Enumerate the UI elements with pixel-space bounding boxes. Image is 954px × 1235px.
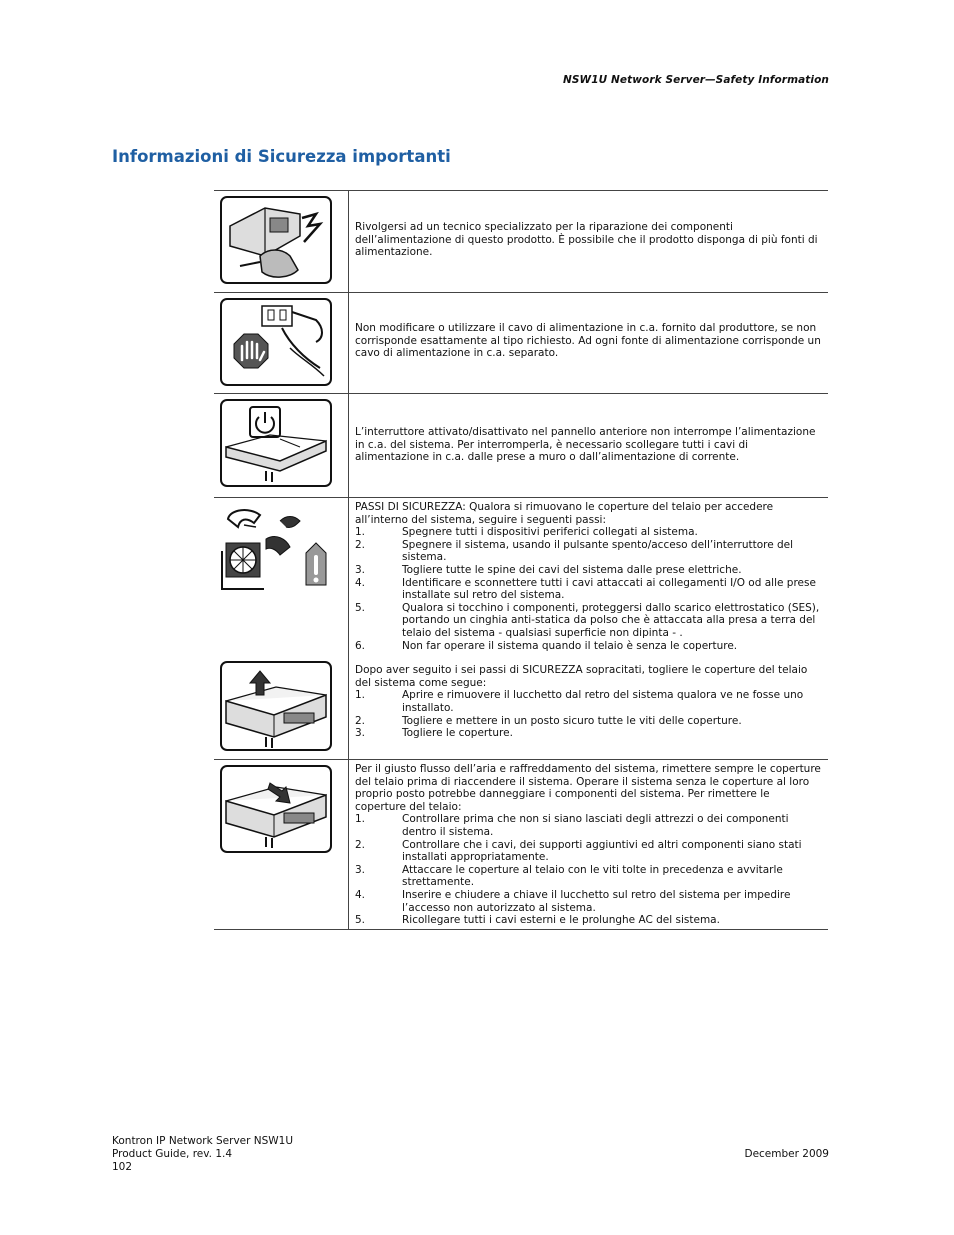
list-item: 2. Spegnere il sistema, usando il pulsante spento/acceso dell’interruttore del sistema. bbox=[355, 538, 794, 564]
steps-list bbox=[355, 526, 822, 652]
row-intro: Per il giusto flusso dell’aria e raffreddamento del sistema, rimettere sempre le coperture del telaio prima di riaccendere il sistema. Operare il sistema senza le coperture al loro proprio posto potrebbe danneggiare i componenti del sistema. Per rimettere le coperture del telaio: bbox=[355, 763, 821, 813]
footer-guide: Product Guide, rev. 1.4 bbox=[112, 1147, 233, 1160]
safety-table bbox=[214, 190, 828, 930]
text-cell bbox=[349, 293, 829, 394]
footer-left bbox=[112, 1135, 293, 1173]
running-header: NSW1U Network Server—Safety Information bbox=[562, 74, 829, 86]
page-number: 102 bbox=[112, 1160, 133, 1173]
safety-row bbox=[214, 760, 828, 930]
electrical-shock-warning-icon bbox=[220, 196, 348, 284]
power-button-chassis-icon bbox=[220, 399, 348, 487]
remove-cover-icon bbox=[220, 661, 348, 751]
text-cell bbox=[349, 498, 829, 760]
list-item: 5. Qualora si tocchino i componenti, proteggersi dallo scarico elettrostatico (SES), portando un cinghia anti-statica da polso che è attaccata alla presa a terra del telaio del sistema - qualsiasi superficie non dipinta - . bbox=[355, 601, 820, 639]
icon-cell bbox=[214, 293, 349, 394]
row-text: Non modificare o utilizzare il cavo di alimentazione in c.a. fornito dal produttore, se non corrisponde esattamente al tipo richiesto. Ad ogni fonte di alimentazione corrisponde un cavo di alimentazione in c.a. separato. bbox=[355, 322, 821, 360]
row-text: L’interruttore attivato/disattivato nel pannello anteriore non interrompe l’alimentazione in c.a. del sistema. Per interromperla, è necessario scollegare tutti i cavi di alimentazione in c.a. dalle prese a muro o dall’alimentazione di corrente. bbox=[355, 426, 816, 464]
safety-row bbox=[214, 293, 828, 394]
safety-row bbox=[214, 394, 828, 498]
install-cover-icon bbox=[220, 765, 348, 853]
list-item: 1. Aprire e rimuovere il lucchetto dal retro del sistema qualora ve ne fosse uno installato. bbox=[355, 689, 804, 714]
row-intro: PASSI DI SICUREZZA: Qualora si rimuovano le coperture del telaio per accedere all’interno del sistema, seguire i seguenti passi: bbox=[355, 501, 774, 526]
list-item: 6. Non far operare il sistema quando il telaio è senza le coperture. bbox=[355, 639, 738, 652]
safety-steps-icon bbox=[220, 503, 348, 591]
list-item: 5. Ricollegare tutti i cavi esterni e le prolunghe AC del sistema. bbox=[355, 914, 720, 927]
list-item: 3. Attaccare le coperture al telaio con le viti tolte in precedenza e avvitarle strettamente. bbox=[355, 863, 783, 889]
list-item: 4. Inserire e chiudere a chiave il lucchetto sul retro del sistema per impedire l’accesso non autorizzato al sistema. bbox=[355, 888, 791, 914]
list-item: 4. Identificare e sconnettere tutti i cavi attaccati ai collegamenti I/O od alle prese installate sul retro del sistema. bbox=[355, 576, 816, 602]
list-item: 2. Togliere e mettere in un posto sicuro tutte le viti delle coperture. bbox=[355, 714, 742, 727]
icon-cell bbox=[214, 498, 349, 760]
text-cell bbox=[349, 394, 829, 498]
list-item: 3. Togliere le coperture. bbox=[355, 727, 513, 740]
footer-product: Kontron IP Network Server NSW1U bbox=[112, 1135, 294, 1147]
list-item: 3. Togliere tutte le spine dei cavi del sistema dalle prese elettriche. bbox=[355, 563, 742, 576]
list-item: 2. Controllare che i cavi, dei supporti aggiuntivi ed altri componenti siano stati installati appropriatamente. bbox=[355, 838, 802, 864]
icon-cell bbox=[214, 394, 349, 498]
list-item: 1. Controllare prima che non si siano lasciati degli attrezzi o dei componenti dentro il sistema. bbox=[355, 813, 789, 838]
power-cord-stop-icon bbox=[220, 298, 348, 386]
row-intro: Dopo aver seguito i sei passi di SICUREZZA sopracitati, togliere le coperture del telaio del sistema come segue: bbox=[355, 664, 808, 689]
text-cell bbox=[349, 760, 829, 930]
safety-row bbox=[214, 191, 828, 293]
text-cell bbox=[349, 191, 829, 293]
icon-cell bbox=[214, 760, 349, 930]
icon-cell bbox=[214, 191, 349, 293]
safety-row bbox=[214, 498, 828, 760]
steps-list bbox=[355, 689, 822, 739]
row-text: Rivolgersi ad un tecnico specializzato per la riparazione dei componenti dell’alimentazione di questo prodotto. È possibile che il prodotto disponga di più fonti di alimentazione. bbox=[355, 221, 818, 259]
steps-list bbox=[355, 813, 822, 926]
page-title: Informazioni di Sicurezza importanti bbox=[112, 147, 451, 166]
list-item: 1. Spegnere tutti i dispositivi periferici collegati al sistema. bbox=[355, 526, 698, 539]
footer-date: December 2009 bbox=[744, 1148, 829, 1160]
